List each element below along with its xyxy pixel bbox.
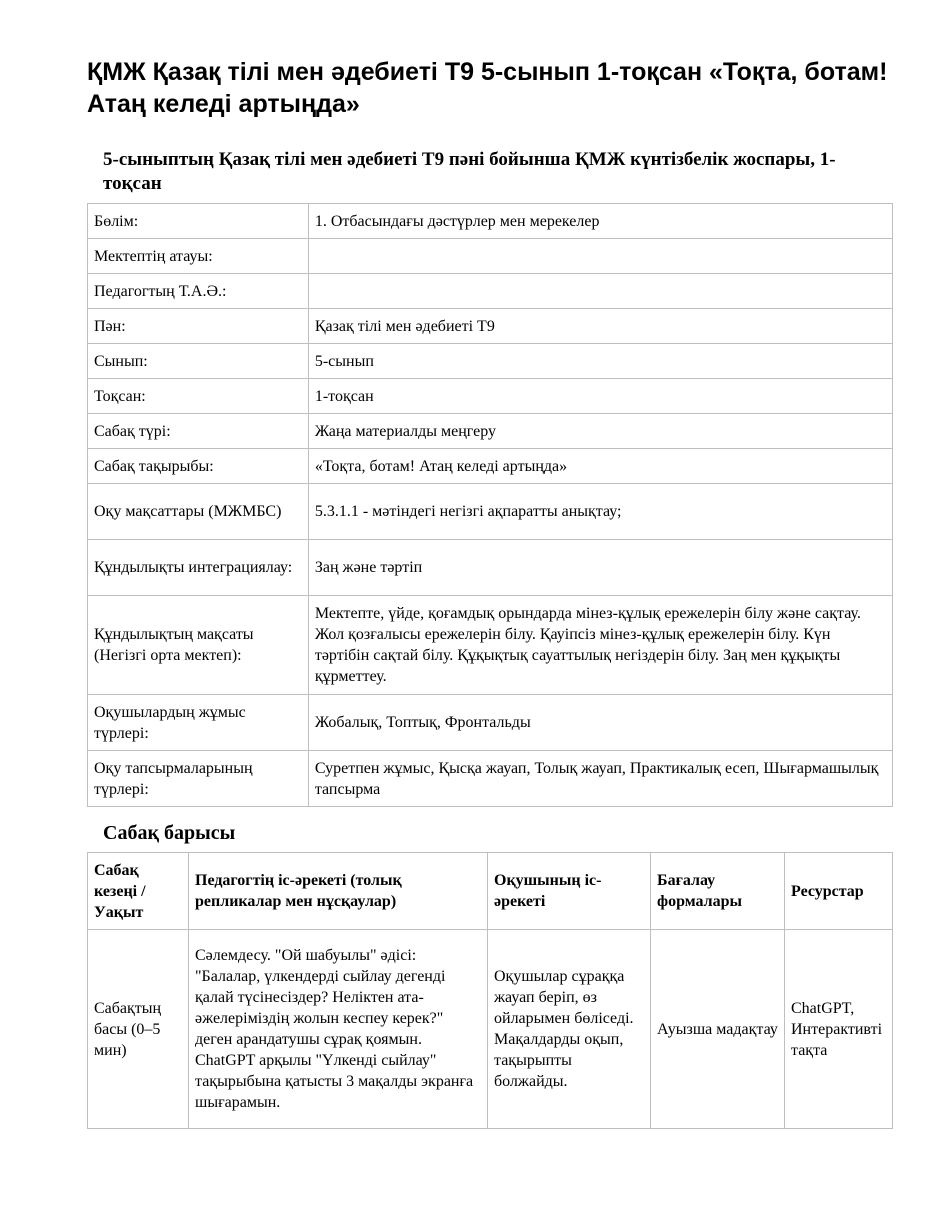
table-row	[88, 414, 893, 449]
table-row	[88, 449, 893, 484]
info-value: 5-сынып	[308, 344, 892, 379]
info-value: 1. Отбасындағы дәстүрлер мен мерекелер	[308, 204, 892, 239]
document-title: ҚМЖ Қазақ тілі мен әдебиеті Т9 5-сынып 1-тоқсан «Тоқта, ботам! Атаң келеді артыңда»	[87, 58, 888, 118]
info-value: 5.3.1.1 - мәтіндегі негізгі ақпаратты анықтау;	[308, 484, 892, 540]
table-row	[88, 204, 893, 239]
info-label: Пән:	[88, 309, 309, 344]
teacher-activity-cell: Сәлемдесу. "Ой шабуылы" әдісі: "Балалар, үлкендерді сыйлау дегенді қалай түсінесіздер? Неліктен ата-әжелеріміздің жолын кеспеу керек?" деген арандатушы сұрақ қоямын. ChatGPT арқылы "Үлкенді сыйлау" тақырыбына қатысты 3 мақалды экранға шығарамын.	[189, 930, 488, 1129]
column-header: Педагогтің іс-әрекеті (толық репликалар мен нұсқаулар)	[189, 853, 488, 930]
column-header: Оқушының іс-әрекеті	[488, 853, 651, 930]
table-row	[88, 695, 893, 751]
table-row	[88, 379, 893, 414]
info-label: Бөлім:	[88, 204, 309, 239]
lesson-info-table	[87, 203, 893, 807]
assessment-cell: Ауызша мадақтау	[651, 930, 785, 1129]
lesson-plan-table	[87, 852, 893, 1129]
info-value: Суретпен жұмыс, Қысқа жауап, Толық жауап, Практикалық есеп, Шығармашылық тапсырма	[308, 751, 892, 807]
table-row	[88, 930, 893, 1129]
document-subtitle: 5-сыныптың Қазақ тілі мен әдебиеті Т9 пәні бойынша ҚМЖ күнтізбелік жоспары, 1-тоқсан	[103, 149, 836, 194]
resources-cell: ChatGPT, Интерактивті тақта	[785, 930, 893, 1129]
stage-cell: Сабақтың басы (0–5 мин)	[88, 930, 189, 1129]
info-label: Сабақ түрі:	[88, 414, 309, 449]
info-value	[308, 274, 892, 309]
table-row	[88, 274, 893, 309]
table-row	[88, 239, 893, 274]
info-value	[308, 239, 892, 274]
column-header: Бағалау формалары	[651, 853, 785, 930]
table-row	[88, 484, 893, 540]
table-row	[88, 540, 893, 596]
info-label: Тоқсан:	[88, 379, 309, 414]
section-title: Сабақ барысы	[103, 822, 236, 844]
table-header-row	[88, 853, 893, 930]
info-label: Педагогтың Т.А.Ә.:	[88, 274, 309, 309]
info-label: Құндылықты интеграциялау:	[88, 540, 309, 596]
info-value: Жобалық, Топтық, Фронтальды	[308, 695, 892, 751]
column-header: Ресурстар	[785, 853, 893, 930]
info-label: Құндылықтың мақсаты (Негізгі орта мектеп):	[88, 596, 309, 695]
info-value: Қазақ тілі мен әдебиеті Т9	[308, 309, 892, 344]
student-activity-cell: Оқушылар сұраққа жауап беріп, өз ойларымен бөліседі. Мақалдарды оқып, тақырыпты болжайды.	[488, 930, 651, 1129]
info-value: 1-тоқсан	[308, 379, 892, 414]
table-row	[88, 309, 893, 344]
info-value: Мектепте, үйде, қоғамдық орындарда мінез-құлық ережелерін білу және сақтау. Жол қозғалысы ережелерін білу. Қауіпсіз мінез-құлық ережелерін білу. Күн тәртібін сақтай білу. Құқықтық сауаттылық негіздерін білу. Заң мен құқықты құрметтеу.	[308, 596, 892, 695]
info-label: Мектептің атауы:	[88, 239, 309, 274]
table-row	[88, 596, 893, 695]
info-label: Оқушылардың жұмыс түрлері:	[88, 695, 309, 751]
info-label: Сабақ тақырыбы:	[88, 449, 309, 484]
info-value: «Тоқта, ботам! Атаң келеді артыңда»	[308, 449, 892, 484]
info-value: Заң және тәртіп	[308, 540, 892, 596]
info-label: Оқу тапсырмаларының түрлері:	[88, 751, 309, 807]
table-row	[88, 344, 893, 379]
info-value: Жаңа материалды меңгеру	[308, 414, 892, 449]
info-label: Сынып:	[88, 344, 309, 379]
column-header: Сабақ кезеңі / Уақыт	[88, 853, 189, 930]
info-label: Оқу мақсаттары (МЖМБС)	[88, 484, 309, 540]
table-row	[88, 751, 893, 807]
